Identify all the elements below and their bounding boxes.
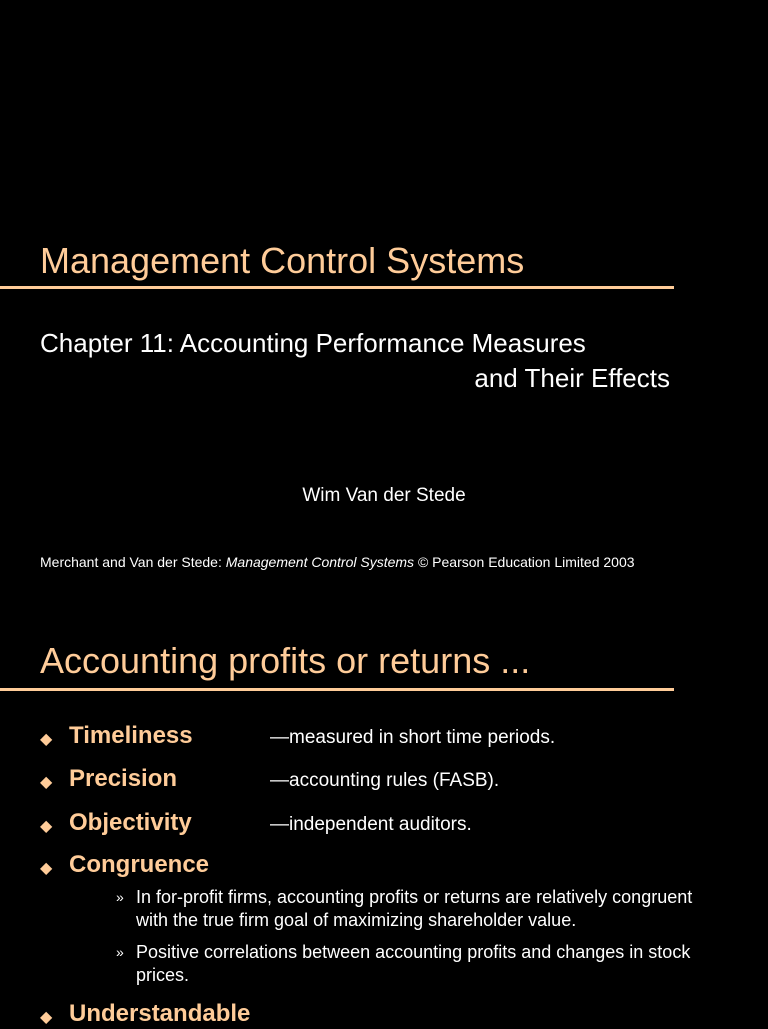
diamond-icon: ◆ [40, 860, 53, 877]
diamond-icon: ◆ [40, 1009, 53, 1026]
sub-point [116, 941, 716, 987]
bullet-description: —independent auditors. [270, 814, 472, 835]
title-divider [0, 286, 674, 289]
bullet-description: —accounting rules (FASB). [270, 770, 500, 791]
footer-book-title: Management Control Systems [225, 554, 415, 570]
bullet-description: —measured in short time periods. [270, 727, 556, 748]
sub-point-text: Positive correlations between accounting profits and changes in stock prices. [136, 942, 691, 985]
slide-title: Management Control Systems [40, 240, 525, 281]
diamond-icon: ◆ [40, 774, 53, 791]
footer-suffix: © Pearson Education Limited 2003 [414, 554, 635, 570]
bullet-term: Timeliness [69, 722, 193, 749]
footer-prefix: Merchant and Van der Stede: [40, 554, 226, 570]
bullet-term: Understandable [69, 1000, 251, 1027]
chapter-subtitle [40, 326, 670, 396]
diamond-icon: ◆ [40, 818, 53, 835]
subtitle-line-1: Chapter 11: Accounting Performance Measures [40, 328, 586, 358]
title-divider [0, 688, 674, 691]
diamond-icon: ◆ [40, 731, 53, 748]
sub-point-marker: » [116, 944, 124, 960]
bullet-term: Congruence [69, 851, 210, 878]
bullet-term: Precision [69, 765, 178, 792]
bullet-term: Objectivity [69, 809, 192, 836]
author-name: Wim Van der Stede [302, 485, 466, 506]
subtitle-line-2: and Their Effects [474, 363, 670, 393]
sub-point-text: In for-profit firms, accounting profits or returns are relatively congruent with the true firm goal of maximizing shareholder value. [136, 887, 693, 930]
copyright-footer [40, 554, 635, 570]
sub-point [116, 886, 716, 932]
sub-point-marker: » [116, 889, 124, 905]
slide-title: Accounting profits or returns ... [40, 640, 531, 681]
